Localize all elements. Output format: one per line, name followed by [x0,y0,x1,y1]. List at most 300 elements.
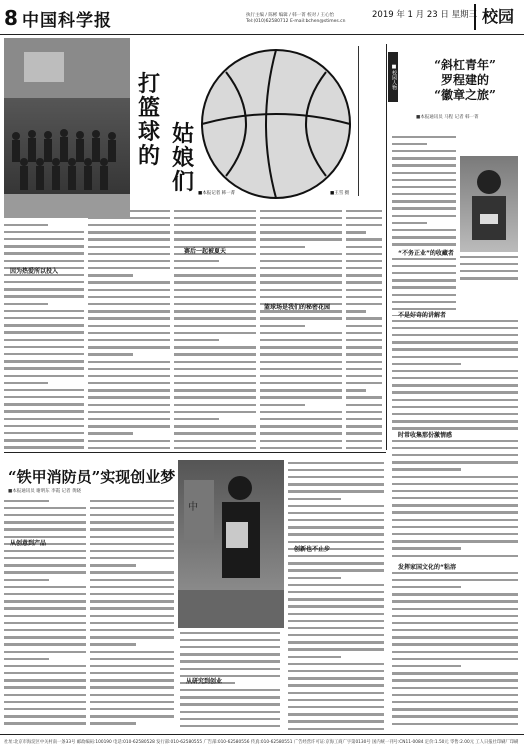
text-line [288,627,384,633]
text-line [260,418,342,424]
text-line [4,231,84,237]
text-line [90,593,174,599]
text-line [260,238,342,244]
text-line [346,368,382,374]
text-line [288,641,384,647]
text-line [90,665,174,671]
editor-credits: 执行主编 / 陈彬 编辑 / 韩一菁 校对 / 王心怡 [246,12,334,18]
text-line [260,404,342,410]
text-line [288,519,384,525]
text-line [88,217,170,223]
article2-column-4 [392,438,518,560]
text-line [392,334,518,340]
text-line [288,569,384,575]
text-line [288,634,384,640]
text-line [4,410,84,416]
text-line [90,514,174,520]
text-line [392,600,518,606]
text-line [392,687,518,693]
text-line [392,608,518,614]
text-line [346,353,382,359]
article1-subhead-2: 赛后一起被夏天 [184,246,226,255]
text-line [88,274,170,280]
text-line [346,404,382,410]
text-line [174,440,256,446]
article2-column-1 [392,134,456,246]
text-line [90,672,174,678]
text-line [90,629,174,635]
text-line [174,375,256,381]
text-line [288,613,384,619]
text-line [90,557,174,563]
text-line [90,586,174,592]
text-line [4,446,84,450]
text-line [346,325,382,331]
section-label: 校园 [474,4,524,30]
text-line [346,289,382,295]
text-line [180,689,280,695]
text-line [88,210,170,216]
text-line [174,361,256,367]
article1-column-5 [346,208,382,450]
text-line [392,363,518,369]
issue-date: 2019 年 1 月 23 日 星期三 [372,8,477,20]
text-line [260,382,342,388]
text-line [4,360,84,366]
text-line [288,692,384,698]
text-line [392,540,518,546]
text-line [88,253,170,259]
text-line [346,361,382,367]
article2-kicker: ■校园人物 [388,52,398,102]
text-line [174,404,256,410]
text-line [392,143,456,149]
text-line [4,353,84,359]
text-line [260,317,342,323]
text-line [392,136,456,142]
text-line [392,579,518,585]
text-line [88,296,170,302]
text-line [260,260,342,266]
text-line [90,715,174,721]
article2-title-line-1: “斜杠青年” [420,58,510,73]
text-line [88,231,170,237]
text-line [260,361,342,367]
text-line [4,260,84,266]
article2-subhead-1: “不务正业”的收藏者 [398,248,454,257]
text-line [4,615,86,621]
text-line [392,370,518,376]
text-line [174,217,256,223]
text-line [288,584,384,590]
text-line [90,500,174,506]
text-line [346,231,382,237]
article2-column-2 [392,256,456,316]
text-line [392,658,518,664]
text-line [346,210,382,216]
article3-subhead-1: 从创意到产品 [10,538,46,547]
text-line [392,157,456,163]
text-line [174,289,256,295]
text-line [88,375,170,381]
text-line [288,526,384,532]
text-line [90,528,174,534]
text-line [180,646,280,652]
text-line [174,281,256,287]
text-line [4,593,86,599]
text-line [392,629,518,635]
text-line [88,260,170,266]
text-line [4,375,84,381]
text-line [346,396,382,402]
text-line [260,289,342,295]
text-line [4,643,86,649]
text-line [392,679,518,685]
text-line [90,694,174,700]
text-line [90,701,174,707]
text-line [4,389,84,395]
page-footer [0,734,524,749]
text-line [392,504,518,510]
text-line [4,571,86,577]
text-line [4,281,84,287]
text-line [392,186,456,192]
robot-figure [178,460,284,628]
text-line [392,222,456,228]
text-line [392,490,518,496]
text-line [260,224,342,230]
text-line [90,651,174,657]
text-line [392,420,518,426]
article1-subhead-1: 因为热爱所以投入 [10,266,58,275]
article1-title-left: 打篮球的 [138,72,160,168]
text-line [392,236,456,242]
text-line [392,179,456,185]
text-line [288,562,384,568]
text-line [392,286,456,292]
text-line [88,246,170,252]
text-line [260,267,342,273]
text-line [392,193,456,199]
text-line [260,332,342,338]
text-line [392,164,456,170]
text-line [392,440,518,446]
text-line [90,679,174,685]
text-line [392,258,456,264]
text-line [392,572,518,578]
text-line [392,399,518,405]
text-line [4,722,86,728]
text-line [90,543,174,549]
text-line [90,615,174,621]
text-line [88,317,170,323]
article3-subhead-2: 从研究到创业 [186,676,222,685]
text-line [392,665,518,671]
text-line [460,277,518,283]
team-photo [4,38,130,218]
text-line [4,665,86,671]
text-line [392,643,518,649]
text-line [88,368,170,374]
text-line [346,440,382,446]
text-line [260,217,342,223]
text-line [288,677,384,683]
text-line [288,713,384,719]
text-line [180,718,280,724]
text-line [346,447,382,450]
text-line [392,526,518,532]
text-line [90,571,174,577]
text-line [88,353,170,359]
text-line [260,353,342,359]
text-line [392,519,518,525]
text-line [392,651,518,657]
text-line [88,310,170,316]
text-line [392,406,518,412]
text-line [392,301,456,307]
text-line [392,265,456,271]
text-line [288,505,384,511]
text-line [4,238,84,244]
article1-byline: ■本报记者 韩一菁 [198,190,235,196]
text-line [392,715,518,721]
text-line [392,294,456,300]
article1-column-1 [4,222,84,450]
text-line [4,295,84,301]
text-line [174,382,256,388]
text-line [88,303,170,309]
text-line [4,701,86,707]
text-line [460,270,518,276]
article1-photo-credit: ■王雪 摄 [330,190,349,196]
portrait-caption [460,254,518,284]
text-line [174,418,256,424]
text-line [260,253,342,259]
article3-byline: ■本报通讯员 谢明东 李霞 记者 黄晓 [8,488,81,494]
text-line [260,368,342,374]
text-line [288,462,384,468]
text-line [392,468,518,474]
text-line [88,346,170,352]
text-line [260,396,342,402]
text-line [288,670,384,676]
text-line [346,425,382,431]
text-line [346,217,382,223]
text-line [260,310,342,316]
text-line [4,339,84,345]
text-line [88,361,170,367]
portrait-photo [460,156,518,252]
hoop-graphic [358,46,379,196]
text-line [260,296,342,302]
basketball-icon [196,44,356,204]
text-line [288,512,384,518]
text-line [288,555,384,561]
article3-column-1 [4,498,86,730]
text-line [90,550,174,556]
text-line [4,396,84,402]
text-line [260,389,342,395]
text-line [260,440,342,446]
text-line [392,272,456,278]
text-line [88,425,170,431]
text-line [346,303,382,309]
text-line [180,632,280,638]
text-line [174,368,256,374]
text-line [174,332,256,338]
text-line [392,454,518,460]
article2-column-5 [392,570,518,730]
text-line [174,296,256,302]
text-line [392,593,518,599]
text-line [4,586,86,592]
text-line [392,341,518,347]
text-line [88,238,170,244]
text-line [180,696,280,702]
text-line [346,260,382,266]
text-line [392,497,518,503]
article1-column-2 [88,208,170,450]
robot-photo [178,460,284,628]
article3-column-3 [288,460,384,730]
text-line [4,310,84,316]
text-line [4,432,84,438]
article2-subhead-4: 发挥家国文化的“粘溶 [398,562,456,571]
text-line [88,289,170,295]
text-line [88,396,170,402]
text-line [90,686,174,692]
text-line [174,274,256,280]
text-line [288,656,384,662]
text-line [4,528,86,534]
text-line [260,375,342,381]
text-line [90,708,174,714]
text-line [4,694,86,700]
text-line [392,377,518,383]
text-line [346,224,382,230]
text-line [288,620,384,626]
text-line [346,332,382,338]
text-line [288,490,384,496]
text-line [4,425,84,431]
text-line [260,325,342,331]
text-line [392,555,518,560]
text-line [90,607,174,613]
text-line [260,246,342,252]
text-line [288,533,384,539]
text-line [346,310,382,316]
column-divider [386,44,387,450]
article2-title [420,58,510,103]
text-line [174,389,256,395]
article3-subhead-3: 创新也不止步 [294,544,330,553]
contact-info: Tel:(010)62580712 E-mail:bchen@stimes.cn [246,19,346,24]
text-line [288,699,384,705]
text-line [392,356,518,362]
text-line [392,447,518,453]
text-line [90,579,174,585]
text-line [392,229,456,235]
text-line [4,514,86,520]
text-line [4,418,84,424]
text-line [90,658,174,664]
basketball-photo [196,44,356,204]
text-line [288,598,384,604]
text-line [4,579,86,585]
text-line [392,384,518,390]
text-line [392,327,518,333]
text-line [174,396,256,402]
article2-title-line-2: 罗程建的 [420,73,510,88]
article1-title-right: 姑娘们 [172,122,194,194]
text-line [88,404,170,410]
text-line [4,346,84,352]
text-line [174,224,256,230]
text-line [90,722,174,728]
text-line [392,413,518,419]
text-line [460,263,518,269]
text-line [346,296,382,302]
text-line [346,418,382,424]
text-line [4,331,84,337]
text-line [90,643,174,649]
section-divider [4,452,386,453]
text-line [174,267,256,273]
text-line [174,310,256,316]
text-line [4,245,84,251]
text-line [88,418,170,424]
text-line [346,411,382,417]
text-line [392,320,518,326]
text-line [4,708,86,714]
text-line [392,483,518,489]
footer-text: 社址:北京市海淀区中关村南一条33号 邮政编码:100190 电话:010-62580528 发行部:010-62580555 广告部:010-62580556 传真:010-62580551 广告经营许可证:京海工商广字第0130号 国内统一刊号:CN11-0084 定价:1.50元 零售:2.00元 工人日报社印刷厂印刷 [0,735,524,745]
text-line [460,256,518,262]
text-line [4,622,86,628]
text-line [392,200,456,206]
text-line [180,660,280,666]
text-line [4,507,86,513]
text-line [392,694,518,700]
text-line [392,150,456,156]
text-line [4,636,86,642]
text-line [346,339,382,345]
text-line [174,346,256,352]
text-line [4,252,84,258]
text-line [90,636,174,642]
text-line [392,701,518,707]
text-line [392,723,518,729]
text-line [260,346,342,352]
text-line [392,708,518,714]
text-line [260,447,342,450]
text-line [4,679,86,685]
text-line [346,253,382,259]
text-line [346,432,382,438]
page-number: 8 [4,6,18,30]
text-line [346,281,382,287]
text-line [4,382,84,388]
svg-text:中: 中 [188,500,198,513]
text-line [4,600,86,606]
text-line [4,564,86,570]
text-line [174,425,256,431]
text-line [174,411,256,417]
text-line [174,210,256,216]
text-line [392,172,456,178]
text-line [174,317,256,323]
text-line [88,281,170,287]
